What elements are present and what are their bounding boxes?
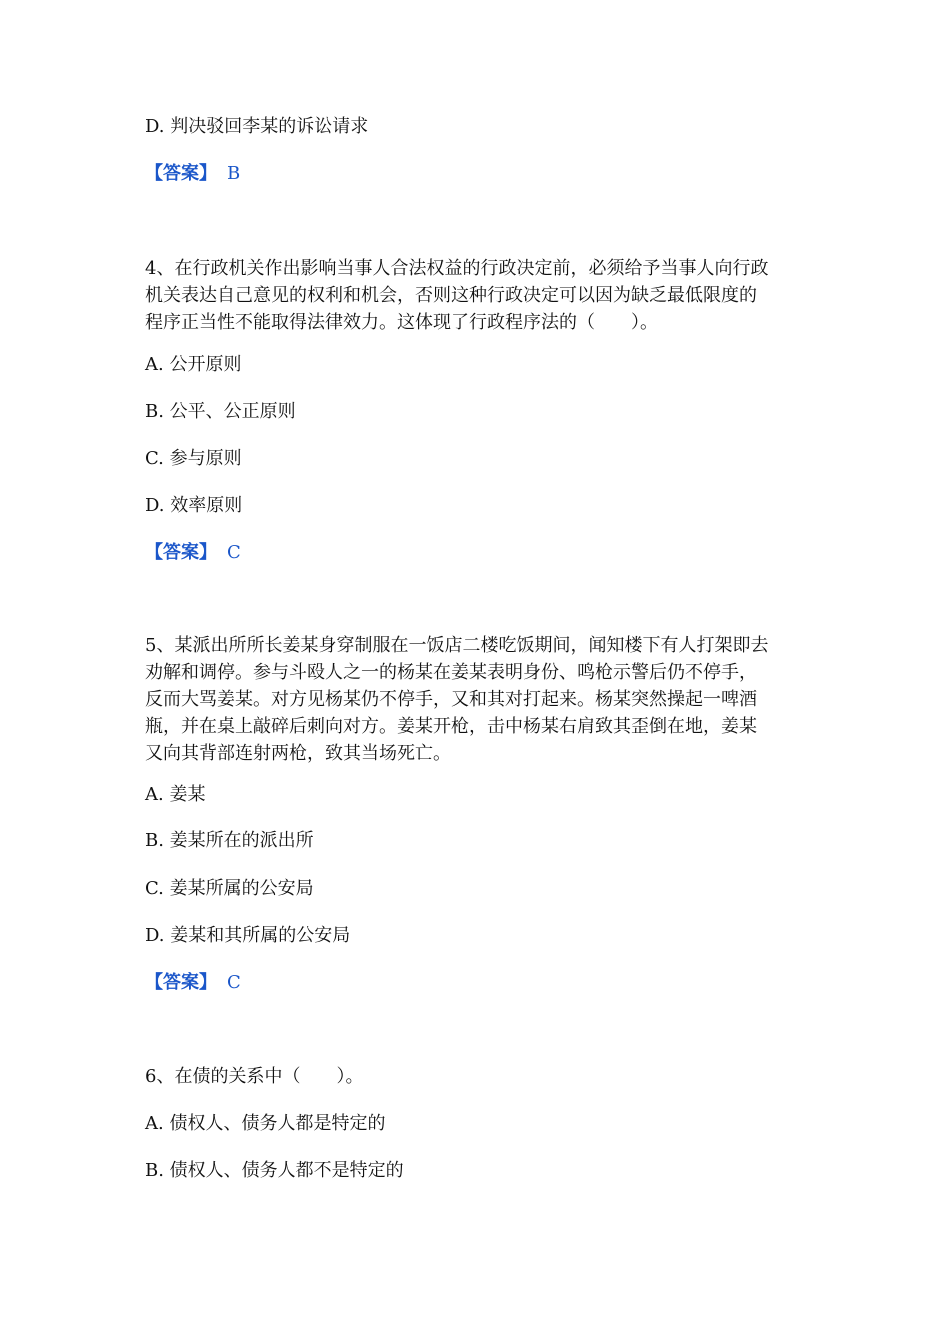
answer-label: 【答案】 — [145, 542, 217, 563]
answer-label: 【答案】 — [145, 972, 217, 993]
q4-option-b: B. 公平、公正原则 — [145, 401, 296, 422]
q4-stem-line: 程序正当性不能取得法律效力。这体现了行政程序法的（ ）。 — [145, 312, 658, 333]
q4-option-d: D. 效率原则 — [145, 495, 243, 516]
q5-stem-line: 5、某派出所所长姜某身穿制服在一饭店二楼吃饭期间，闻知楼下有人打架即去 — [145, 635, 769, 656]
q4-option-c: C. 参与原则 — [145, 448, 242, 469]
q6-option-b: B. 债权人、债务人都不是特定的 — [145, 1160, 404, 1181]
prev-answer — [145, 162, 240, 186]
answer-letter: C — [227, 542, 241, 563]
q5-option-a: A. 姜某 — [145, 784, 206, 805]
q5-option-c: C. 姜某所属的公安局 — [145, 878, 314, 899]
answer-letter: B — [227, 163, 241, 184]
q5-stem-line: 瓶，并在桌上敲碎后刺向对方。姜某开枪，击中杨某右肩致其歪倒在地，姜某 — [145, 716, 757, 737]
q5-answer — [145, 971, 241, 995]
q4-option-a: A. 公开原则 — [145, 354, 242, 375]
prev-option-d: D. 判决驳回李某的诉讼请求 — [145, 116, 369, 137]
q6-option-a: A. 债权人、债务人都是特定的 — [145, 1113, 386, 1134]
q6-stem: 6、在债的关系中（ ）。 — [145, 1066, 364, 1087]
answer-label: 【答案】 — [145, 163, 217, 184]
q5-stem-line: 又向其背部连射两枪，致其当场死亡。 — [145, 743, 451, 764]
q5-stem-line: 反而大骂姜某。对方见杨某仍不停手，又和其对打起来。杨某突然操起一啤酒 — [145, 689, 757, 710]
q4-stem — [145, 255, 810, 336]
q5-stem — [145, 632, 810, 767]
q4-stem-line: 机关表达自己意见的权利和机会，否则这种行政决定可以因为缺乏最低限度的 — [145, 285, 757, 306]
answer-letter: C — [227, 972, 241, 993]
q5-stem-line: 劝解和调停。参与斗殴人之一的杨某在姜某表明身份、鸣枪示警后仍不停手， — [145, 662, 757, 683]
q5-option-b: B. 姜某所在的派出所 — [145, 830, 314, 851]
q4-answer — [145, 541, 241, 565]
q4-stem-line: 4、在行政机关作出影响当事人合法权益的行政决定前，必须给予当事人向行政 — [145, 258, 769, 279]
q5-option-d: D. 姜某和其所属的公安局 — [145, 925, 351, 946]
